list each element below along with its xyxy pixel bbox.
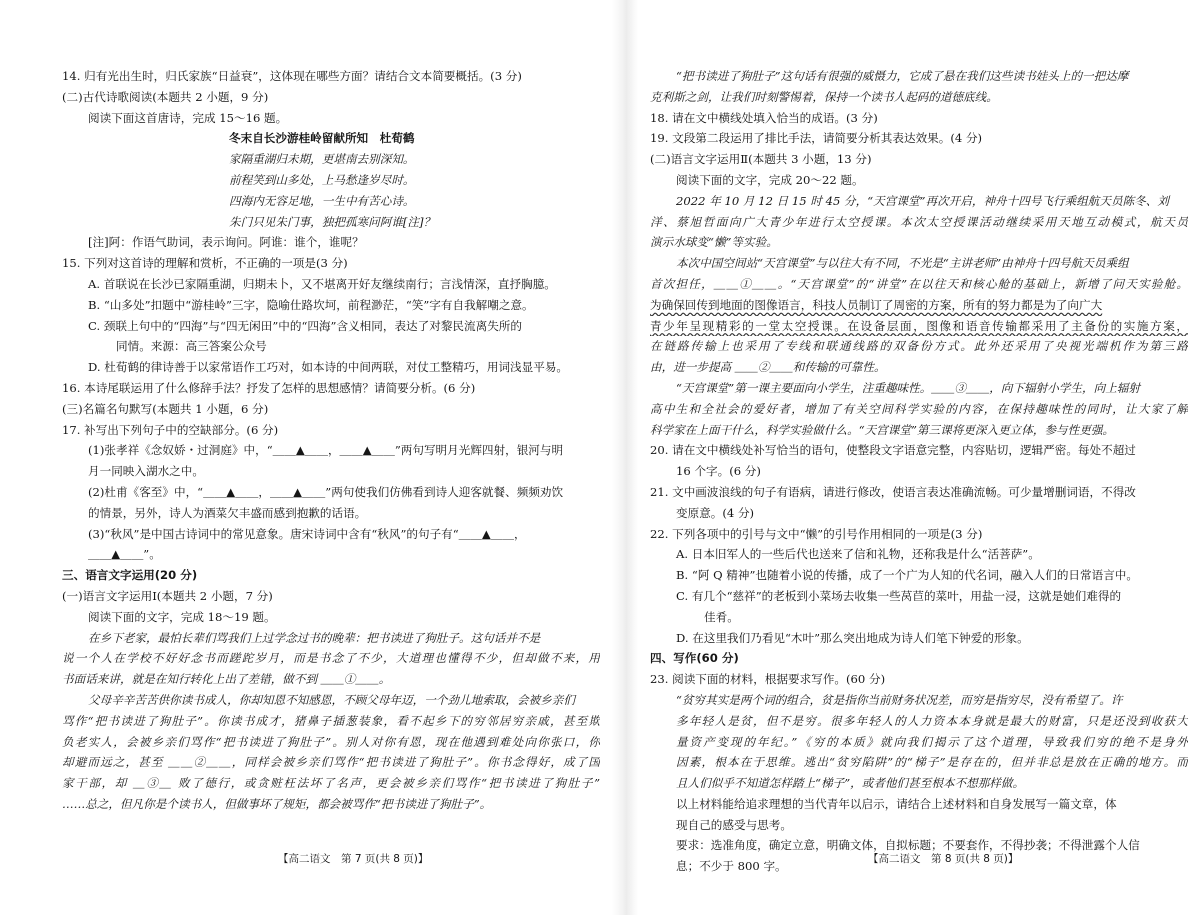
right-text-line: 青少年呈现精彩的一堂太空授课。在设备层面，图像和语音传输都采用了主备份的实施方案，	[650, 318, 1188, 333]
right-text-line: 22. 下列各项中的引号与文中“懒”的引号作用相同的一项是(3 分)	[650, 526, 983, 541]
left-text-line: (二)古代诗歌阅读(本题共 2 小题，9 分)	[62, 89, 269, 104]
right-text-line: 克利斯之剑，让我们时刻警惕着，保持一个读书人起码的道德底线。	[650, 89, 998, 104]
left-text-line: (一)语言文字运用Ⅰ(本题共 2 小题，7 分)	[62, 588, 273, 603]
left-text-line: (三)名篇名句默写(本题共 1 小题，6 分)	[62, 401, 269, 416]
left-text-line: 阅读下面的文字，完成 18～19 题。	[88, 609, 276, 624]
left-text-line: 阅读下面这首唐诗，完成 15～16 题。	[88, 110, 288, 125]
left-text-line: 同情。来源：高三答案公众号	[116, 339, 267, 354]
footer-left: 【高二语文 第 7 页(共 8 页)】	[278, 853, 429, 865]
right-text-line: C. 有几个“慈祥”的老板到小菜场去收集一些莴苣的菜叶，用盐一浸，这就是她们难得的	[676, 588, 1122, 603]
right-text-line: 佳肴。	[704, 609, 739, 624]
left-text-line: 月一同映入湖水之中。	[88, 464, 204, 479]
right-text-line: 演示水球变“懒”等实验。	[650, 235, 778, 250]
left-text-line: 父母辛辛苦苦供你读书成人，你却知恩不知感恩，不顾父母年迈，一个劲儿地索取，会被乡亲们	[88, 692, 575, 707]
right-text-line: 四、写作(60 分)	[650, 651, 739, 666]
right-text-line: 23. 阅读下面的材料，根据要求写作。(60 分)	[650, 672, 886, 687]
left-text-line: B. “山多处”扣题中“游桂岭”三字，隐喻仕路坎坷，前程渺茫，“笑”字有自我解嘲之意。	[88, 297, 534, 312]
right-text-line: 本次中国空间站“天宫课堂”与以往大有不同，不光是“主讲老师”由神舟十四号航天员乘组	[676, 256, 1129, 271]
left-text-line: 三、语言文字运用(20 分)	[62, 568, 198, 583]
left-text-line: (3)“秋风”是中国古诗词中的常见意象。唐宋诗词中含有“秋风”的句子有“＿＿▲＿＿，	[88, 526, 526, 541]
right-text-line: 阅读下面的文字，完成 20～22 题。	[676, 172, 864, 187]
left-text-line: 15. 下列对这首诗的理解和赏析，不正确的一项是(3 分)	[62, 256, 348, 271]
right-text-line: 以上材料能给追求理想的当代青年以启示，请结合上述材料和自身发展写一篇文章，体	[676, 796, 1117, 811]
right-text-line: “天宫课堂”第一课主要面向小学生，注重趣味性。＿＿③＿＿，向下辐射小学生，向上辐射	[676, 380, 1141, 395]
right-text-line: 洋、蔡旭哲面向广大青少年进行太空授课。本次太空授课活动继续采用天地互动模式，航天员	[650, 214, 1188, 229]
right-text-line: 因素，根本在于思维。逃出“贫穷陷阱”的“梯子”是存在的，但并非总是放在正确的地方。而	[676, 755, 1188, 770]
left-text-line: 骂作“把书读进了狗肚子”。你读书成才，猪鼻子插葱装象，看不起乡下的穷邻居穷亲戚，甚至欺	[62, 713, 600, 728]
right-text-line: (二)语言文字运用Ⅱ(本题共 3 小题，13 分)	[650, 152, 872, 167]
right-text-line: 首次担任，＿＿①＿＿。“天宫课堂”的“讲堂”在以往天和核心舱的基础上，新增了问天实验舱。	[650, 276, 1188, 291]
left-text-line: 17. 补写出下列句子中的空缺部分。(6 分)	[62, 422, 279, 437]
right-text-line: 息；不少于 800 字。	[676, 859, 787, 874]
right-text-line: 量资产变现的年纪。”《穷的本质》就向我们揭示了这个道理，导致我们穷的绝不是身外	[676, 734, 1188, 749]
page-gutter	[612, 0, 638, 915]
right-text-line: 20. 请在文中横线处补写恰当的语句，使整段文字语意完整，内容贴切，逻辑严密。每处不超过	[650, 443, 1136, 458]
left-text-line: 却避而远之，甚至 ＿＿②＿＿，同样会被乡亲们骂作“把书读进了狗肚子”。你书念得好，成了国	[62, 755, 600, 770]
left-text-line: 说一个人在学校不好好念书而蹉跎岁月，而是书念了不少，大道理也懂得不少，但却做不来，用	[62, 651, 600, 666]
left-text-line: 在乡下老家，最怕长辈们骂我们上过学念过书的晚辈：把书读进了狗肚子。这句话并不是	[88, 630, 541, 645]
right-page	[650, 66, 1188, 877]
right-text-line: B. “阿 Q 精神”也随着小说的传播，成了一个广为人知的代名词，融入人们的日常语言中。	[676, 568, 1138, 583]
right-text-line: 高中生和全社会的爱好者，增加了有关空间科学实验的内容，在保持趣味性的同时，让大家了解	[650, 401, 1188, 416]
left-text-line: 的情景，另外，诗人为酒菜欠丰盛而感到抱歉的话语。	[88, 505, 367, 520]
left-text-line: 朱门只见朱门事，独把孤寒问阿谁[注]？	[229, 214, 436, 229]
right-text-line: 由，进一步提高 ＿＿②＿＿和传输的可靠性。	[650, 360, 886, 375]
left-text-line: A. 首联说在长沙已家隔重湖，归期未卜，又不堪离开好友继续南行；言浅情深，直抒胸臆。	[88, 276, 556, 291]
right-text-line: 且人们似乎不知道怎样踏上“梯子”，或者他们甚至根本不想那样做。	[676, 776, 1025, 791]
left-text-line: 冬末自长沙游桂岭留献所知 杜荀鹤	[229, 131, 415, 146]
left-text-line: 四海内无容足地，一生中有苦心诗。	[229, 193, 415, 208]
right-text-line: A. 日本旧军人的一些后代也送来了信和礼物，还称我是什么“活菩萨”。	[676, 547, 1040, 562]
left-text-line: 前程笑到山多处，上马愁逢岁尽时。	[229, 172, 415, 187]
right-text-line: 19. 文段第二段运用了排比手法，请简要分析其表达效果。(4 分)	[650, 131, 983, 146]
right-text-line: “贫穷其实是两个词的组合，贫是指你当前财务状况差，而穷是指穷尽，没有希望了。许	[676, 692, 1123, 707]
left-page	[62, 66, 600, 815]
right-text-line: 21. 文中画波浪线的句子有语病，请进行修改，使语言表达准确流畅。可少量增删词语，不得改	[650, 484, 1136, 499]
left-text-line: 家干部，却 ＿③＿ 败了德行，或贪赃枉法坏了名声，更会被乡亲们骂作“把书读进了狗肚子”	[62, 776, 600, 791]
right-text-line: 现自己的感受与思考。	[676, 817, 792, 832]
footer-right: 【高二语文 第 8 页(共 8 页)】	[868, 853, 1019, 865]
right-text-line: “把书读进了狗肚子”这句话有很强的威慑力，它成了悬在我们这些读书娃头上的一把达摩	[676, 69, 1129, 83]
left-text-line: 家隔重湖归未期，更堪南去别深知。	[229, 152, 415, 167]
right-text-line: 在链路传输上也采用了专线和联通线路的双备份方式。此外还采用了央视光端机作为第三路	[650, 339, 1188, 354]
right-text-line: 多年轻人是贫，但不是穷。很多年轻人的人力资本本身就是最大的财富，只是还没到收获大	[676, 713, 1188, 728]
left-text-line: (2)杜甫《客至》中，“＿＿▲＿＿，＿＿▲＿＿”两句使我们仿佛看到诗人迎客就餐、频频劝饮	[88, 484, 564, 499]
right-text-line: 要求：选准角度，确定立意，明确文体，自拟标题；不要套作，不得抄袭；不得泄露个人信	[676, 838, 1140, 853]
left-text-line: ＿＿▲＿＿”。	[88, 547, 161, 562]
right-text-line: 18. 请在文中横线处填入恰当的成语。(3 分)	[650, 110, 878, 125]
left-text-line: C. 颈联上句中的“四海”与“四无闲田”中的“四海”含义相同，表达了对黎民流离失所的	[88, 318, 522, 333]
left-text-line: D. 杜荀鹤的律诗善于以家常语作工巧对，如本诗的中间两联，对仗工整精巧，用词浅显平易。	[88, 360, 569, 375]
right-text-line: D. 在这里我们乃看见“木叶”那么突出地成为诗人们笔下钟爱的形象。	[676, 630, 1029, 645]
left-text-line: 16. 本诗尾联运用了什么修辞手法？抒发了怎样的思想感情？请简要分析。(6 分)	[62, 380, 476, 395]
left-text-line: 书面话来讲，就是在知行转化上出了差错，做不到 ＿＿①＿＿。	[62, 672, 391, 687]
right-text-line: 为确保回传到地面的图像语言，科技人员制订了周密的方案，所有的努力都是为了向广大	[650, 297, 1103, 312]
left-text-line: ……总之，但凡你是个读书人，但做事坏了规矩，都会被骂作“把书读进了狗肚子”。	[62, 796, 492, 811]
right-text-line: 2022 年 10 月 12 日 15 时 45 分，“天宫课堂”再次开启，神舟十四号飞行乘组航天员陈冬、刘	[676, 193, 1169, 208]
left-text-line: 负老实人，会被乡亲们骂作“把书读进了狗肚子”。别人对你有恩，现在他遇到难处向你张口，你	[62, 734, 600, 749]
right-text-line: 变原意。(4 分)	[676, 505, 755, 520]
left-text-line: [注]阿：作语气助词，表示询问。阿谁：谁个，谁呢？	[88, 235, 364, 250]
right-text-line: 科学家在上面干什么，科学实验做什么。“天宫课堂”第三课将更深入更立体，参与性更强。	[650, 422, 1115, 437]
right-text-line: 16 个字。(6 分)	[676, 464, 761, 479]
left-text-line: 14. 归有光出生时，归氏家族“日益衰”，这体现在哪些方面？请结合文本简要概括。(3 分)	[62, 69, 522, 83]
left-text-line: (1)张孝祥《念奴娇・过洞庭》中，“＿＿▲＿＿，＿＿▲＿＿”两句写明月光辉四射，银河与明	[88, 443, 564, 458]
